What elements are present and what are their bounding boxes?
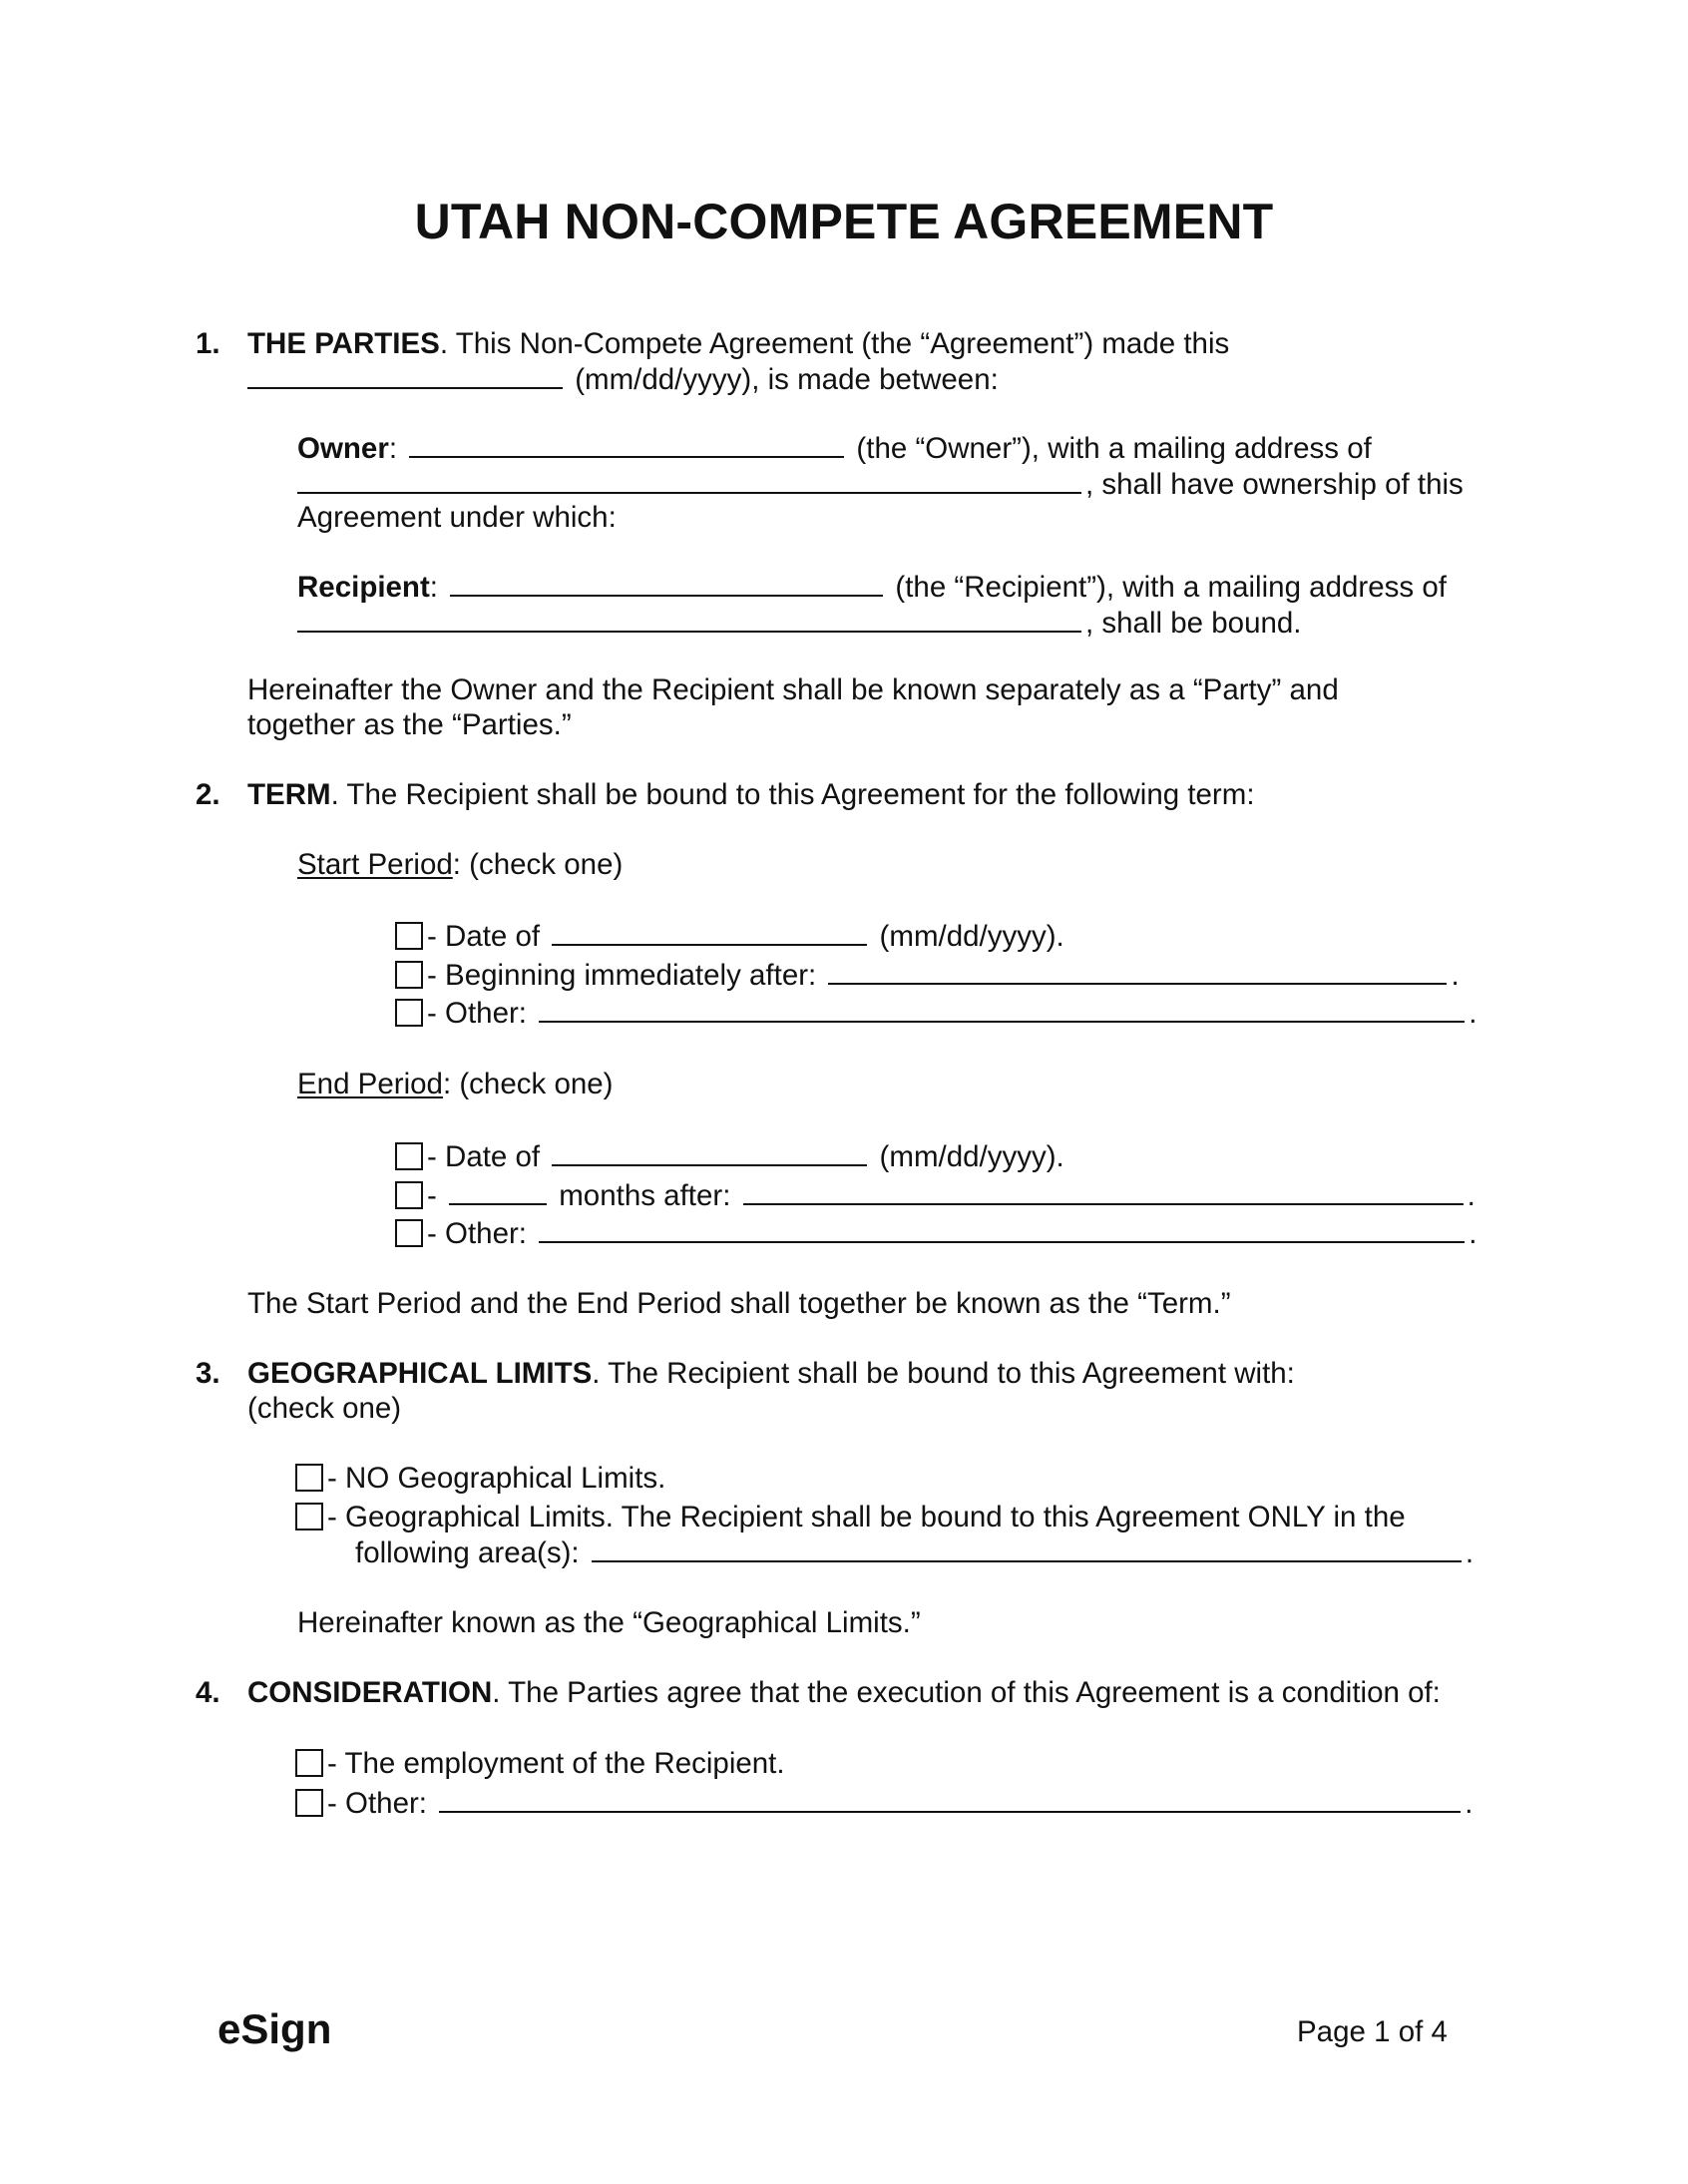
agreement-date-blank[interactable] [247,361,563,389]
start-other-period: . [1469,997,1477,1030]
employment-label: - The employment of the Recipient. [327,1747,785,1780]
section-1-intro [247,326,1229,362]
start-after-period: . [1451,959,1460,992]
section-3-heading: GEOGRAPHICAL LIMITS [247,1357,593,1390]
start-after-blank[interactable] [828,957,1447,985]
section-4-heading: CONSIDERATION [247,1676,493,1709]
start-date-format: (mm/dd/yyyy). [879,920,1064,953]
start-date-blank[interactable] [552,918,867,946]
term-definition: The Start Period and the End Period shall together be known as the “Term.” [247,1287,1231,1320]
end-option-other [395,1215,1477,1252]
section-1-heading: THE PARTIES [247,327,440,360]
recipient-address-blank[interactable] [297,605,1081,633]
owner-label: Owner [297,432,389,465]
parties-definition-line-2: together as the “Parties.” [247,708,572,741]
document-title: UTAH NON-COMPETE AGREEMENT [414,194,1274,249]
end-other-checkbox[interactable] [395,1219,423,1247]
recipient-line [297,569,1447,606]
end-period-instruction: : (check one) [442,1068,614,1100]
page-number: Page 1 of 4 [1297,2015,1448,2048]
start-period-label: Start Period [297,848,453,881]
end-date-checkbox[interactable] [395,1142,423,1170]
start-after-label: - Beginning immediately after: [427,959,817,992]
consideration-other-label: - Other: [327,1787,427,1820]
recipient-name-blank[interactable] [450,569,883,597]
section-4-intro-text: . The Parties agree that the execution of this Agreement is a condition of: [492,1676,1441,1709]
geo-area-line [355,1534,1474,1571]
geo-option-limits [295,1500,1406,1535]
end-months-label: months after: [559,1179,731,1212]
section-3-number: 3. [196,1357,220,1390]
esign-logo: eSign [217,2005,332,2052]
end-option-date [395,1138,1064,1175]
geo-area-label: following area(s): [355,1536,580,1569]
section-3-intro-text: . The Recipient shall be bound to this Agreement with: [592,1357,1295,1390]
start-option-other [395,995,1477,1032]
consideration-option-other [295,1785,1473,1822]
owner-line [297,430,1372,467]
consideration-other-checkbox[interactable] [295,1789,323,1817]
agreement-date-line [247,361,999,398]
start-other-checkbox[interactable] [395,999,423,1027]
end-months-after-blank[interactable] [743,1177,1464,1205]
geo-option-none [295,1461,665,1497]
owner-agreement-text: Agreement under which: [297,501,617,534]
end-date-label: - Date of [427,1140,541,1173]
owner-role-text: (the “Owner”), with a mailing address of [856,432,1372,465]
recipient-role-text: (the “Recipient”), with a mailing address of [895,571,1447,604]
start-option-after [395,957,1460,994]
recipient-address-line [297,605,1302,642]
section-3-check-one: (check one) [247,1392,402,1425]
end-other-label: - Other: [427,1217,527,1250]
section-4-intro [247,1675,1441,1711]
geo-definition: Hereinafter known as the “Geographical Limits.” [297,1606,921,1639]
end-other-period: . [1469,1217,1477,1250]
start-period-instruction: : (check one) [452,848,624,881]
geo-none-checkbox[interactable] [295,1464,323,1492]
end-months-count-blank[interactable] [449,1177,547,1205]
end-option-months [395,1177,1476,1214]
section-2-intro-text: . The Recipient shall be bound to this Agreement for the following term: [330,778,1255,811]
end-date-blank[interactable] [552,1138,867,1166]
owner-name-blank[interactable] [409,430,844,458]
section-2-heading: TERM [247,778,331,811]
end-months-checkbox[interactable] [395,1181,423,1209]
end-period-heading [297,1067,614,1102]
owner-ownership-text: , shall have ownership of this [1085,468,1464,501]
parties-definition-line-1: Hereinafter the Owner and the Recipient shall be known separately as a “Party” and [247,673,1339,706]
end-months-period: . [1467,1179,1476,1212]
start-other-blank[interactable] [539,995,1465,1023]
section-4-number: 4. [196,1676,220,1709]
start-other-label: - Other: [427,997,527,1030]
section-1-number: 1. [196,327,220,360]
end-other-blank[interactable] [539,1215,1465,1243]
employment-checkbox[interactable] [295,1749,323,1777]
section-3-intro [247,1356,1295,1392]
recipient-bound-text: , shall be bound. [1085,607,1302,640]
geo-limits-checkbox[interactable] [295,1503,323,1530]
owner-address-blank[interactable] [297,466,1081,494]
start-date-label: - Date of [427,920,541,953]
end-months-dash: - [427,1179,437,1212]
start-after-checkbox[interactable] [395,961,423,989]
consideration-option-employment [295,1746,785,1782]
geo-none-label: - NO Geographical Limits. [327,1462,666,1495]
owner-address-line [297,466,1464,503]
consideration-other-period: . [1465,1787,1474,1820]
section-1-intro-text: . This Non-Compete Agreement (the “Agreement”) made this [439,327,1230,360]
start-date-checkbox[interactable] [395,922,423,950]
geo-area-period: . [1465,1536,1475,1569]
owner-colon: : [388,432,398,465]
start-period-heading [297,847,623,883]
agreement-date-format: (mm/dd/yyyy), is made between: [575,363,999,396]
geo-limits-label: - Geographical Limits. The Recipient shall be bound to this Agreement ONLY in the [327,1501,1406,1533]
recipient-colon: : [429,571,438,604]
consideration-other-blank[interactable] [439,1785,1461,1813]
geo-area-blank[interactable] [592,1534,1462,1562]
end-period-label: End Period [297,1068,443,1100]
section-2-intro [247,777,1255,813]
section-2-number: 2. [196,778,220,811]
start-option-date [395,918,1064,955]
recipient-label: Recipient [297,571,430,604]
end-date-format: (mm/dd/yyyy). [879,1140,1064,1173]
